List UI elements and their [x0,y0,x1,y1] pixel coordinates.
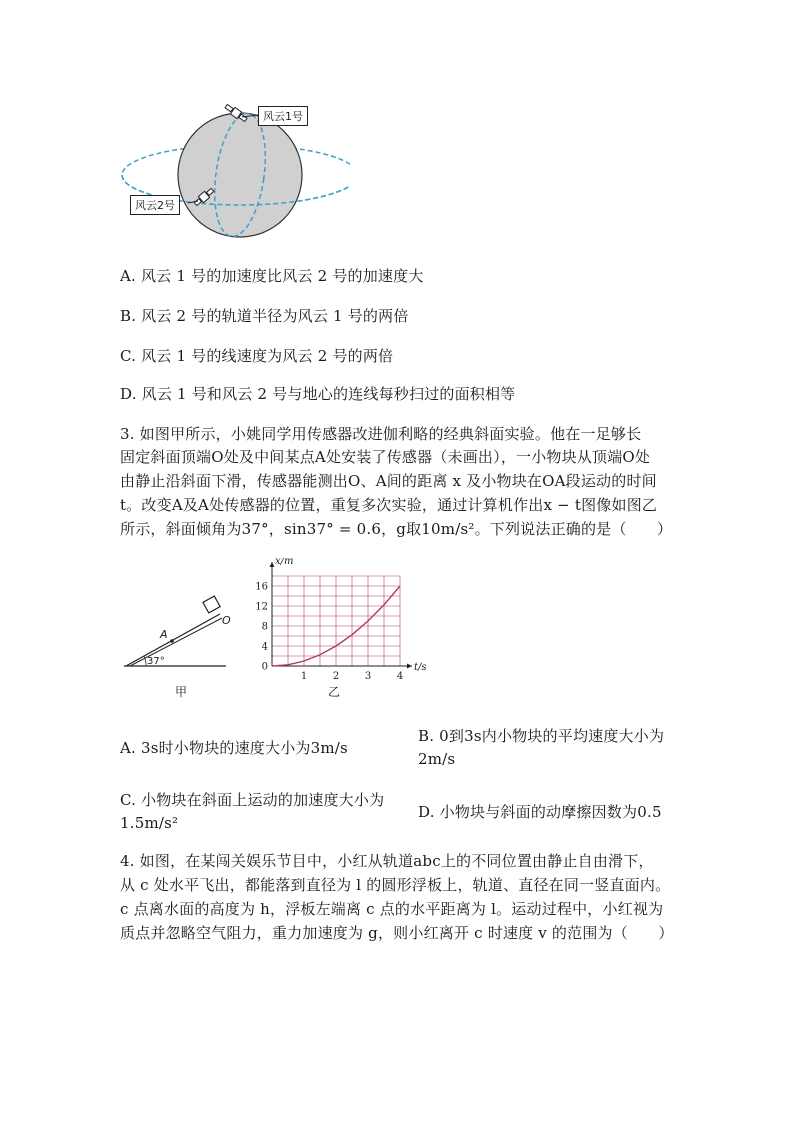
x-tick-label: 3 [364,671,372,682]
q2-option-b: B. 风云 2 号的轨道半径为风云 1 号的两倍 [120,307,409,325]
y-tick-label: 16 [255,581,268,593]
y-tick-label: 0 [261,661,268,673]
label-angle: 37° [147,656,165,667]
chart-caption: 乙 [328,685,341,699]
x-axis-arrow [407,664,412,669]
q3-option-c-line2: 1.5m/s² [120,814,179,832]
q3-line-5: 所示，斜面倾角为37°，sin37° = 0.6，g取10m/s²。下列说法正确的是（ ） [120,520,673,538]
point-a [170,639,174,643]
q3-option-b-line2: 2m/s [418,750,456,768]
q3-line-1: 3. 如图甲所示，小姚同学用传感器改进伽利略的经典斜面实验。他在一足够长 [120,425,642,443]
satellite-orbit-figure [110,95,350,245]
q3-line-2: 固定斜面顶端O处及中间某点A处安装了传感器（未画出），一小物块从顶端O处 [120,448,651,466]
q2-option-d: D. 风云 1 号和风云 2 号与地心的连线每秒扫过的面积相等 [120,385,516,403]
q4-line-1: 4. 如图，在某闯关娱乐节目中，小红从轨道abc上的不同位置由静止自由滑下， [120,852,654,870]
q4-line-2: 从 c 处水平飞出，都能落到直径为 l 的圆形浮板上，轨道、直径在同一竖直面内。 [120,876,671,894]
earth [178,113,302,237]
y-tick-label: 12 [255,601,268,613]
incline-figure [118,590,248,680]
y-tick-label: 8 [261,621,268,633]
label-fy1-box [258,106,308,126]
x-tick-label: 4 [396,671,404,682]
label-o: O [222,614,231,627]
y-axis-label: x/m [275,558,294,567]
q2-option-a: A. 风云 1 号的加速度比风云 2 号的加速度大 [120,267,424,285]
x-axis-label: t/s [414,662,427,673]
label-fy2: 风云2号 [135,199,175,212]
label-fy2-box [130,195,180,215]
q3-option-d: D. 小物块与斜面的动摩擦因数为0.5 [418,803,662,821]
q4-line-3: c 点离水面的高度为 h，浮板左端离 c 点的水平距离为 l。运动过程中，小红视为 [120,900,664,918]
q2-option-c: C. 风云 1 号的线速度为风云 2 号的两倍 [120,347,394,365]
y-axis-arrow [270,562,275,567]
block-icon [203,596,220,613]
q3-option-c-line1: C. 小物块在斜面上运动的加速度大小为 [120,791,385,809]
q3-option-a: A. 3s时小物块的速度大小为3m/s [120,739,348,757]
label-fy1: 风云1号 [263,110,303,123]
label-a: A [160,628,168,641]
q3-line-3: 由静止沿斜面下滑，传感器能测出O、A间的距离 x 及小物块在OA段运动的时间 [120,472,657,490]
q3-option-b-line1: B. 0到3s内小物块的平均速度大小为 [418,727,665,745]
x-tick-label: 1 [300,671,308,682]
caption-jia: 甲 [175,685,188,699]
xt-chart [250,558,430,693]
q4-line-4: 质点并忽略空气阻力，重力加速度为 g，则小红离开 c 时速度 v 的范围为（ ） [120,924,674,942]
q3-line-4: t。改变A及A处传感器的位置，重复多次实验，通过计算机作出x − t图像如图乙 [120,496,658,514]
x-tick-label: 2 [332,671,340,682]
y-tick-label: 4 [261,641,268,653]
